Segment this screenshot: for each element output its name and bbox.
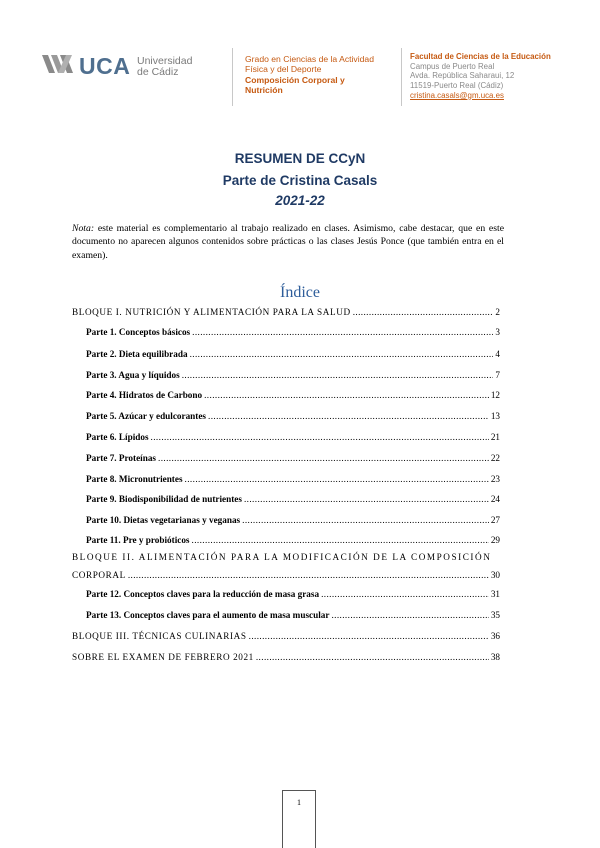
toc-entry[interactable] [86, 349, 500, 359]
toc-page: 22 [490, 453, 500, 463]
header-divider [401, 48, 402, 106]
university-logo [42, 48, 192, 108]
toc-leader [192, 327, 493, 337]
toc-leader [353, 307, 494, 317]
toc-page: 35 [490, 610, 500, 620]
toc-label: Parte 13. Conceptos claves para el aumento de masa muscular [86, 610, 330, 620]
toc-label: CORPORAL [72, 570, 126, 580]
toc-leader [128, 570, 489, 580]
toc-label: Parte 11. Pre y probióticos [86, 535, 190, 545]
university-line1: Universidad [137, 55, 193, 67]
toc-leader [242, 515, 489, 525]
toc-leader [158, 453, 489, 463]
toc-leader [182, 370, 494, 380]
toc-page: 2 [495, 307, 500, 317]
toc-leader [190, 349, 494, 359]
header-divider [232, 48, 233, 106]
document-author: Parte de Cristina Casals [222, 173, 378, 188]
toc-entry[interactable] [86, 494, 500, 504]
toc-entry[interactable] [72, 652, 500, 662]
logo-uca-text: UCA [79, 53, 131, 79]
faculty-campus: Campus de Puerto Real [410, 61, 495, 71]
faculty-info [410, 52, 585, 101]
toc-entry[interactable] [86, 390, 500, 400]
toc-page: 4 [495, 349, 500, 359]
toc-label: BLOQUE I. NUTRICIÓN Y ALIMENTACIÓN PARA LA SALUD [72, 307, 351, 317]
program-line2: Física y del Deporte [245, 64, 322, 75]
faculty-address: Avda. República Saharaui, 12 [410, 71, 515, 81]
document-year: 2021-22 [275, 193, 325, 208]
toc-leader [321, 589, 489, 599]
toc-label: Parte 7. Proteínas [86, 453, 156, 463]
toc-page: 3 [495, 327, 500, 337]
program-info [245, 54, 393, 96]
toc-leader [151, 432, 489, 442]
faculty-city: 11519-Puerto Real (Cádiz) [410, 81, 504, 91]
toc-entry[interactable] [72, 307, 500, 317]
toc-page: 7 [495, 370, 500, 380]
program-line3: Composición Corporal y [245, 74, 345, 85]
toc-label: Parte 8. Micronutrientes [86, 474, 183, 484]
note-label: Nota: [72, 223, 95, 234]
toc-page: 12 [490, 390, 500, 400]
toc-label: Parte 6. Lípidos [86, 432, 149, 442]
program-line4: Nutrición [245, 85, 283, 96]
toc-entry[interactable] [86, 370, 500, 380]
toc-page: 30 [490, 570, 500, 580]
toc-label: Parte 2. Dieta equilibrada [86, 349, 188, 359]
toc-entry[interactable] [86, 535, 500, 545]
uca-emblem-icon [42, 51, 78, 77]
toc-page: 27 [490, 515, 500, 525]
toc-page: 31 [490, 589, 500, 599]
toc-entry-line1[interactable]: BLOQUE II. ALIMENTACIÓN PARA LA MODIFICACIÓN DE LA COMPOSICIÓN [72, 552, 492, 562]
note-paragraph [72, 222, 504, 262]
toc-page: 29 [490, 535, 500, 545]
toc-label: Parte 4. Hidratos de Carbono [86, 390, 203, 400]
toc-page: 38 [490, 652, 500, 662]
logo-university-name [137, 56, 192, 78]
index-heading: Índice [280, 284, 320, 301]
toc-entry[interactable] [86, 610, 500, 620]
toc-label: Parte 5. Azúcar y edulcorantes [86, 411, 207, 421]
toc-leader [204, 390, 489, 400]
page-number-box [282, 790, 316, 848]
toc-entry[interactable] [86, 515, 500, 525]
toc-entry[interactable] [86, 589, 500, 599]
toc-label: Parte 9. Biodisponibilidad de nutrientes [86, 494, 242, 504]
toc-entry[interactable] [86, 474, 500, 484]
program-line1: Grado en Ciencias de la Actividad [245, 54, 374, 64]
toc-page: 21 [490, 432, 500, 442]
toc-entry[interactable] [72, 631, 500, 641]
toc-label: BLOQUE III. TÉCNICAS CULINARIAS [72, 631, 247, 641]
toc-entry[interactable] [86, 432, 500, 442]
toc-leader [249, 631, 489, 641]
toc-entry[interactable] [86, 453, 500, 463]
faculty-email-link[interactable]: cristina.casals@gm.uca.es [410, 90, 504, 100]
toc-page: 13 [490, 411, 500, 421]
toc-leader [192, 535, 489, 545]
toc-label: Parte 3. Agua y líquidos [86, 370, 180, 380]
toc-leader [185, 474, 489, 484]
toc-label: Parte 1. Conceptos básicos [86, 327, 191, 337]
toc-page: 23 [490, 474, 500, 484]
document-title: RESUMEN DE CCyN [234, 151, 366, 166]
toc-leader [208, 411, 489, 421]
page-number: 1 [297, 798, 301, 807]
toc-label: Parte 12. Conceptos claves para la reducción de masa grasa [86, 589, 320, 599]
toc-page: 24 [490, 494, 500, 504]
toc-leader [331, 610, 488, 620]
toc-entry[interactable] [86, 411, 500, 421]
university-line2: de Cádiz [137, 66, 179, 78]
toc-leader [244, 494, 489, 504]
toc-leader [256, 652, 489, 662]
faculty-title: Facultad de Ciencias de la Educación [410, 52, 551, 61]
toc-label: SOBRE EL EXAMEN DE FEBRERO 2021 [72, 652, 254, 662]
toc-entry[interactable] [72, 570, 500, 580]
toc-entry[interactable] [86, 327, 500, 337]
note-text: este material es complementario al trabajo realizado en clases. Asimismo, cabe destacar, que en este documento no aparecen algunos contenidos sobre prácticas o las clases Jesús Ponce (que también entra en el examen). [72, 223, 504, 261]
toc-page: 36 [490, 631, 500, 641]
page-header [0, 42, 600, 112]
toc-label: Parte 10. Dietas vegetarianas y veganas [86, 515, 241, 525]
